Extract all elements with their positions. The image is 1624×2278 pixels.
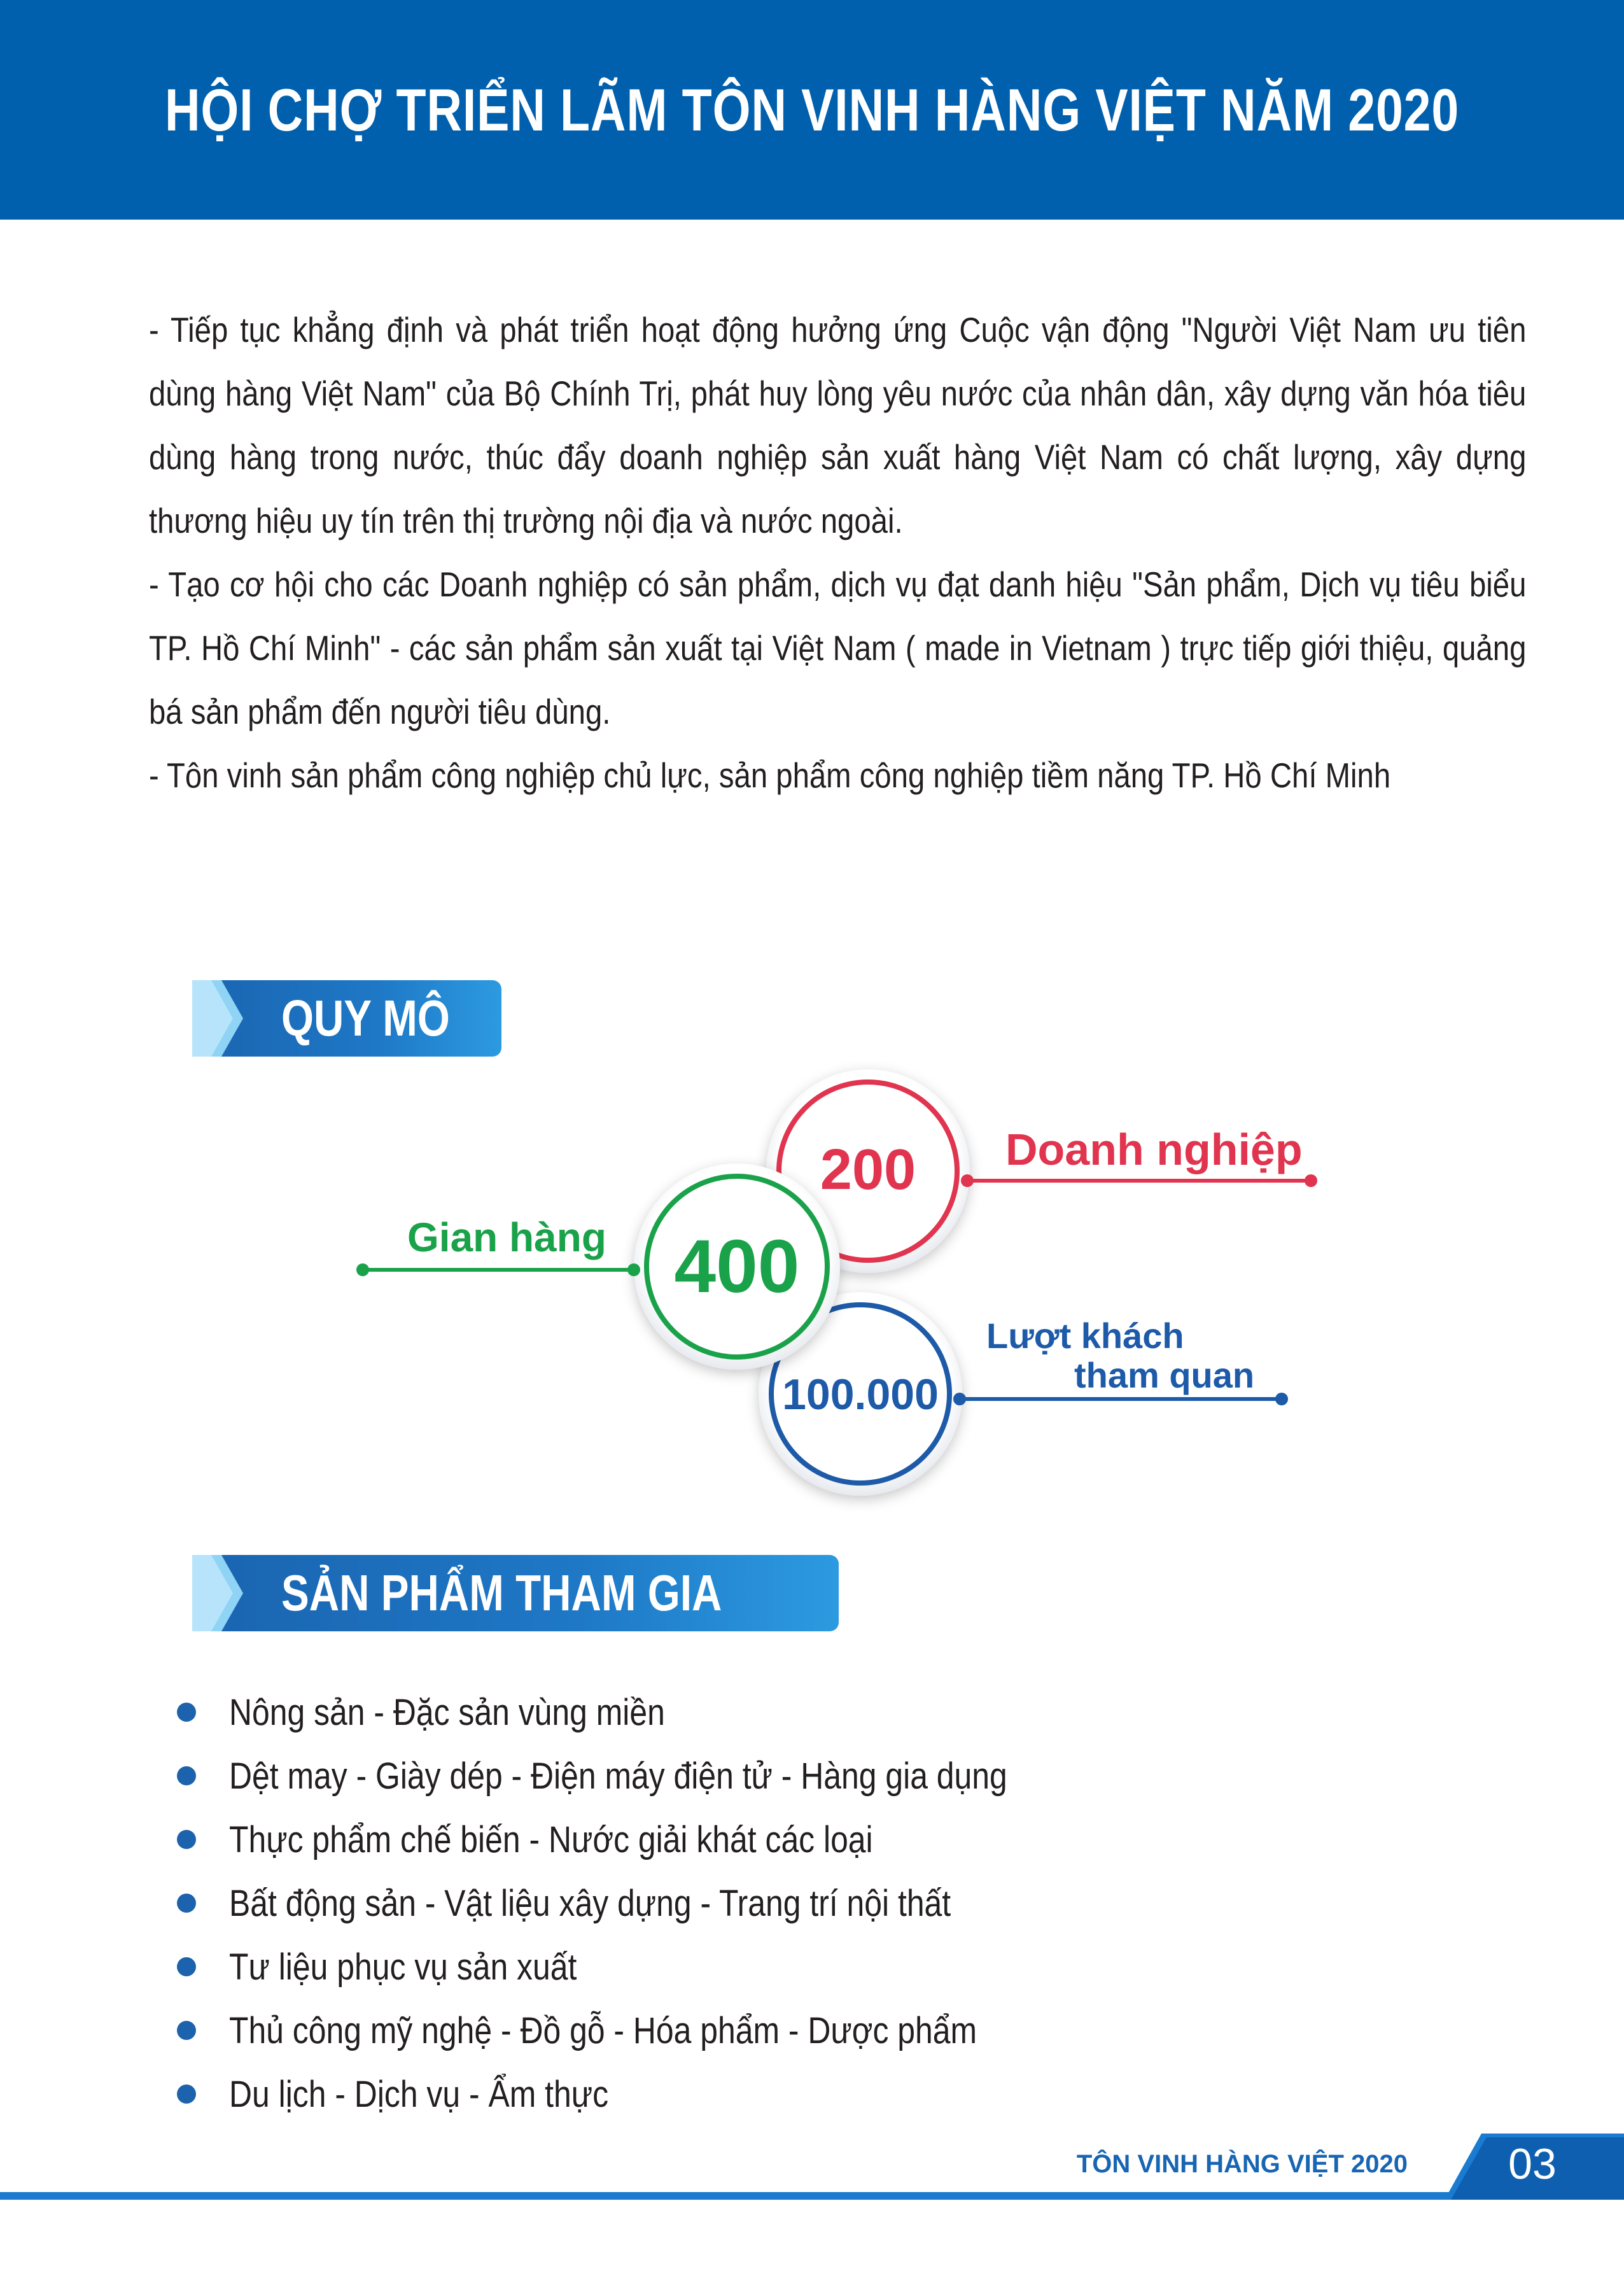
chevron-right-icon (192, 1555, 243, 1631)
page-title: HỘI CHỢ TRIỂN LÃM TÔN VINH HÀNG VIỆT NĂM 2020 (164, 76, 1460, 143)
list-item: Bất động sản - Vật liệu xây dựng - Trang trí nội thất (177, 1871, 1195, 1935)
list-item: Thực phẩm chế biến - Nước giải khát các loại (177, 1808, 1195, 1871)
booths-label: Gian hàng (407, 1214, 606, 1260)
footer-title: TÔN VINH HÀNG VIỆT 2020 (1076, 2149, 1408, 2178)
list-item: Du lịch - Dịch vụ - Ẩm thực (177, 2062, 1195, 2126)
intro-paragraph-2: - Tạo cơ hội cho các Doanh nghiệp có sản phẩm, dịch vụ đạt danh hiệu "Sản phẩm, Dịch vụ tiêu biểu TP. Hồ Chí Minh" - các sản phẩm sản xuất tại Việt Nam ( made in Vietnam ) trực tiếp giới thiệu, quảng bá sản phẩm đến người tiêu dùng. (149, 565, 1527, 731)
list-item: Tư liệu phục vụ sản xuất (177, 1935, 1195, 1999)
visitors-value: 100.000 (782, 1370, 939, 1419)
visitors-label-line2: tham quan (1074, 1355, 1255, 1395)
bullet-icon (177, 1894, 196, 1913)
bullet-icon (177, 1766, 196, 1785)
intro-paragraph-3: - Tôn vinh sản phẩm công nghiệp chủ lực, sản phẩm công nghiệp tiềm năng TP. Hồ Chí Minh (149, 756, 1391, 795)
bullet-icon (177, 2021, 196, 2040)
products-list (177, 1680, 1195, 2126)
list-item: Dệt may - Giày dép - Điện máy điện tử - Hàng gia dụng (177, 1744, 1195, 1808)
footer-divider (0, 2192, 1624, 2200)
bullet-icon (177, 1957, 196, 1976)
visitors-label-line1: Lượt khách (986, 1316, 1184, 1356)
scale-heading: QUY MÔ (281, 990, 450, 1046)
bullet-icon (177, 1703, 196, 1722)
intro-paragraph-1: - Tiếp tục khẳng định và phát triển hoạt động hưởng ứng Cuộc vận động "Người Việt Nam ưu tiên dùng hàng Việt Nam" của Bộ Chính Trị, phát huy lòng yêu nước của nhân dân, xây dựng văn hóa tiêu dùng hàng trong nước, thúc đẩy doanh nghiệp sản xuất hàng Việt Nam có chất lượng, xây dựng thương hiệu uy tín trên thị trường nội địa và nước ngoài. (149, 310, 1527, 540)
bullet-icon (177, 2085, 196, 2104)
products-section-banner (192, 1555, 839, 1631)
bullet-icon (177, 1830, 196, 1849)
booths-value: 400 (674, 1225, 800, 1309)
list-item: Nông sản - Đặc sản vùng miền (177, 1680, 1195, 1744)
businesses-label: Doanh nghiệp (1005, 1125, 1303, 1174)
list-item: Thủ công mỹ nghệ - Đồ gỗ - Hóa phẩm - Dược phẩm (177, 1999, 1195, 2062)
businesses-value: 200 (820, 1138, 916, 1202)
page-number: 03 (1508, 2140, 1557, 2188)
products-heading: SẢN PHẨM THAM GIA (281, 1564, 722, 1621)
